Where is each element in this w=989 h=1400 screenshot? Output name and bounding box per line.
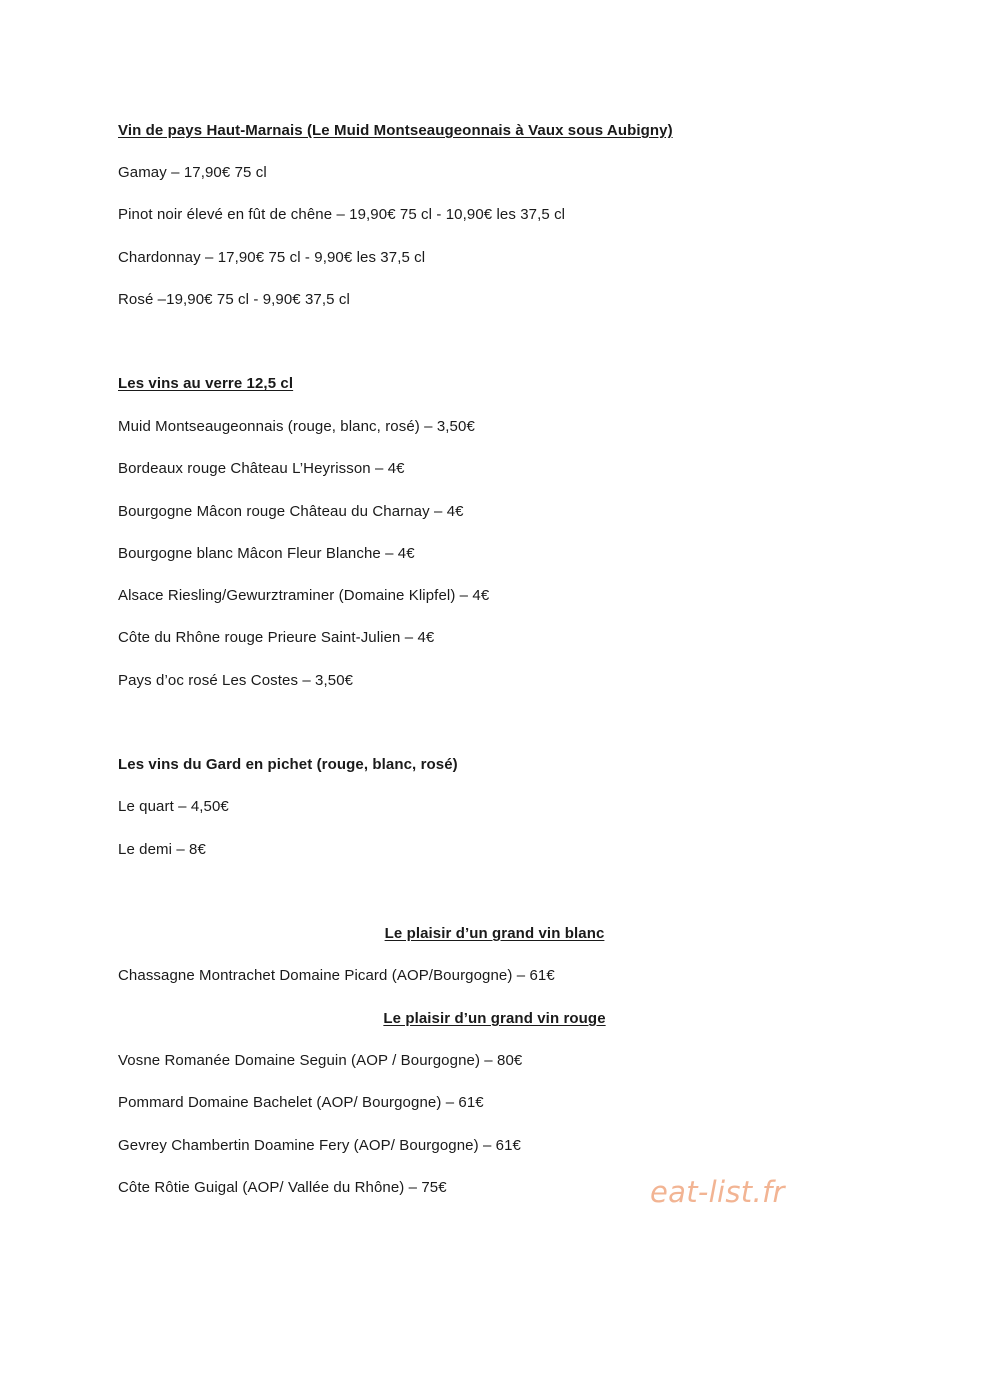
menu-item: Bordeaux rouge Château L’Heyrisson – 4€ [118,460,405,477]
section-title-grand-vin-rouge: Le plaisir d’un grand vin rouge [383,1010,606,1027]
section-title-vins-au-verre: Les vins au verre 12,5 cl [118,375,294,392]
menu-item: Le demi – 8€ [118,841,206,858]
menu-item: Muid Montseaugeonnais (rouge, blanc, rosé) – 3,50€ [118,418,475,435]
section-title-grand-vin-blanc: Le plaisir d’un grand vin blanc [384,925,605,942]
menu-item: Pinot noir élevé en fût de chêne – 19,90€ 75 cl - 10,90€ les 37,5 cl [118,206,566,223]
menu-item: Pommard Domaine Bachelet (AOP/ Bourgogne) – 61€ [118,1094,484,1111]
menu-item: Gamay – 17,90€ 75 cl [118,164,267,181]
menu-item: Bourgogne blanc Mâcon Fleur Blanche – 4€ [118,545,415,562]
menu-item: Bourgogne Mâcon rouge Château du Charnay – 4€ [118,503,464,520]
menu-item: Chassagne Montrachet Domaine Picard (AOP/Bourgogne) – 61€ [118,967,555,984]
menu-item: Rosé –19,90€ 75 cl - 9,90€ 37,5 cl [118,291,350,308]
menu-item: Gevrey Chambertin Doamine Fery (AOP/ Bourgogne) – 61€ [118,1137,521,1154]
menu-item: Côte du Rhône rouge Prieure Saint-Julien – 4€ [118,629,435,646]
section-title-vins-du-gard: Les vins du Gard en pichet (rouge, blanc, rosé) [118,756,458,773]
menu-item: Chardonnay – 17,90€ 75 cl - 9,90€ les 37,5 cl [118,249,426,266]
menu-item: Le quart – 4,50€ [118,798,229,815]
menu-item: Côte Rôtie Guigal (AOP/ Vallée du Rhône) – 75€ [118,1179,447,1196]
menu-item: Vosne Romanée Domaine Seguin (AOP / Bourgogne) – 80€ [118,1052,523,1069]
menu-item: Pays d’oc rosé Les Costes – 3,50€ [118,672,354,689]
section-title-vin-de-pays: Vin de pays Haut-Marnais (Le Muid Montseaugeonnais à Vaux sous Aubigny) [118,122,673,139]
menu-item: Alsace Riesling/Gewurztraminer (Domaine Klipfel) – 4€ [118,587,490,604]
watermark-text: eat-list.fr [650,1175,785,1209]
